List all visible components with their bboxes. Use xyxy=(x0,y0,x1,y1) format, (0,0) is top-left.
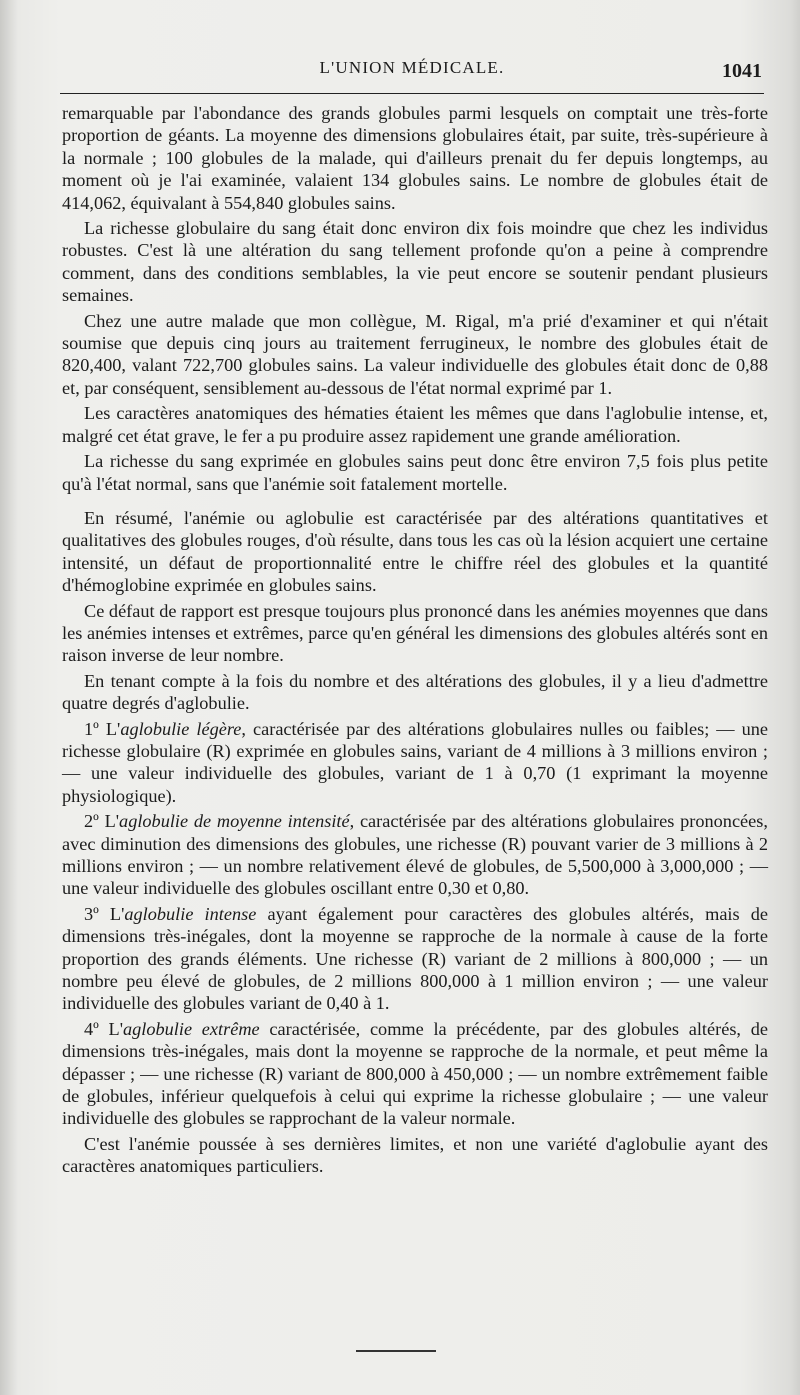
page-header xyxy=(60,58,764,88)
degree-text: caractérisée, comme la précédente, par des globules altérés, de dimensions très-inégales, mais dont la moyenne se rapproche de la normale, et peut même la dépasser ; — une richesse (R) variant de 800,000 à 450,000 ; — un nombre extrêmement faible de globules, inférieur quelquefois à celui qui exprime la richesse globulaire ; — une valeur individuelle des globules se rapprochant de la valeur normale. xyxy=(62,1018,768,1129)
degree-name: aglobulie intense xyxy=(124,903,257,924)
paragraph: La richesse du sang exprimée en globules sains peut donc être environ 7,5 fois plus petite qu'à l'état normal, sans que l'anémie soit fatalement mortelle. xyxy=(62,451,768,494)
end-rule xyxy=(356,1350,436,1352)
header-rule xyxy=(60,93,764,94)
degree-name: aglobulie légère xyxy=(120,718,242,739)
degree-text: , caractérisée par des altérations globulaires prononcées, avec diminution des dimensions des globules, une richesse (R) pouvant varier de 3 millions à 2 millions environ ; — un nombre relativement élevé de globules, de 5,500,000 à 3,000,000 ; — une valeur individuelle des globules oscillant entre 0,30 et 0,80. xyxy=(62,811,768,899)
paragraph: En tenant compte à la fois du nombre et des altérations des globules, il y a lieu d'admettre quatre degrés d'aglobulie. xyxy=(62,670,768,714)
degree-paragraph xyxy=(62,810,768,900)
degree-paragraph xyxy=(62,903,768,1015)
page-number: 1041 xyxy=(722,60,762,82)
paragraph: En résumé, l'anémie ou aglobulie est caractérisée par des altérations quantitatives et qualitatives des globules rouges, d'où résulte, dans tous les cas où la lésion acquiert une certaine intensité, un défaut de proportionnalité entre le chiffre réel des globules et la quantité d'hémoglobine exprimée en globules sains. xyxy=(62,507,768,596)
paragraph: remarquable par l'abondance des grands globules parmi lesquels on comptait une très-forte proportion de géants. La moyenne des dimensions globulaires était, par suite, très-supérieure à la normale ; 100 globules de la malade, qui d'ailleurs prenait du fer depuis longtemps, au moment où je l'ai examinée, valaient 134 globules sains. Le nombre de globules était de 414,062, équivalant à 554,840 globules sains. xyxy=(62,103,768,213)
running-title: L'UNION MÉDICALE. xyxy=(319,58,505,77)
degree-name: aglobulie extrême xyxy=(123,1018,260,1039)
degree-number: 3º L' xyxy=(84,903,125,924)
paragraph: La richesse globulaire du sang était donc environ dix fois moindre que chez les individus robustes. C'est là une altération du sang tellement profonde qu'on a peine à comprendre comment, dans des conditions semblables, la vie peut encore se soutenir pendant plusieurs semaines. xyxy=(62,218,768,306)
paragraph: Les caractères anatomiques des hématies étaient les mêmes que dans l'aglobulie intense, et, malgré cet état grave, le fer a pu produire assez rapidement une grande amélioration. xyxy=(62,403,768,446)
paragraph: Chez une autre malade que mon collègue, M. Rigal, m'a prié d'examiner et qui n'était soumise que depuis cinq jours au traitement ferrugineux, le nombre des globules était de 820,400, valant 722,700 globules sains. La valeur individuelle des globules était donc de 0,88 et, par conséquent, sensiblement au-dessous de l'état normal exprimé par 1. xyxy=(62,310,768,398)
degree-number: 4º L' xyxy=(84,1018,124,1039)
degree-paragraph xyxy=(62,1018,768,1130)
degree-text: , caractérisée par des altérations globulaires nulles ou faibles; — une richesse globulaire (R) exprimée en globules sains, variant de 4 millions à 3 millions environ ; — une valeur individuelle des globules, variant de 1 à 0,70 (1 exprimant la moyenne physiologique). xyxy=(62,718,769,806)
degree-name: aglobulie de moyenne intensité xyxy=(119,811,350,832)
degree-paragraph xyxy=(62,718,768,808)
degree-text: ayant également pour caractères des globules altérés, mais de dimensions très-inégales, dont la moyenne se rapproche de la normale à cause de la forte proportion des grands éléments. Une richesse (R) variant de 2 millions à 800,000 ; — un nombre peu élevé de globules, de 2 millions 800,000 à 1 million environ ; — une valeur individuelle des globules variant de 0,40 à 1. xyxy=(62,903,768,1014)
degree-number: 1º L' xyxy=(84,718,121,739)
paragraph: Ce défaut de rapport est presque toujours plus prononcé dans les anémies moyennes que dans les anémies intenses et extrêmes, parce qu'en général les dimensions des globules altérés sont en raison inverse de leur nombre. xyxy=(62,600,768,666)
article-body xyxy=(62,102,768,1181)
degree-number: 2º L' xyxy=(84,811,120,832)
closing-paragraph: C'est l'anémie poussée à ses dernières limites, et non une variété d'aglobulie ayant des caractères anatomiques particuliers. xyxy=(62,1133,768,1177)
